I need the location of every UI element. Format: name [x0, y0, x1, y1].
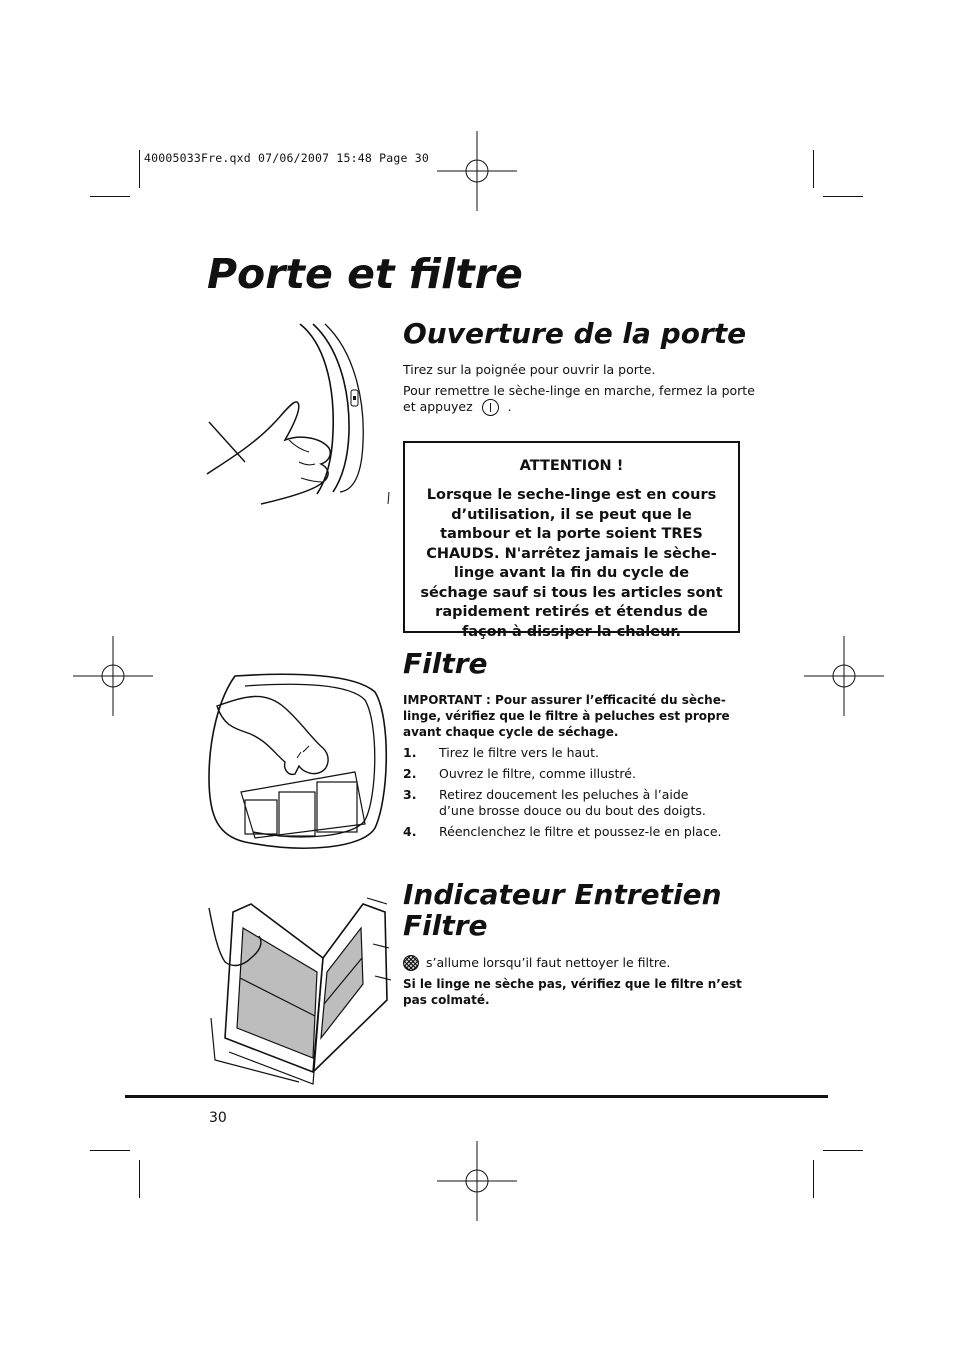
warning-body: Lorsque le seche-linge est en cours d’utilisation, il se peut que le tambour et la porte soient TRES CHAUDS. N'arrêtez jamais le sèche-linge avant la fin du cycle de séchage sauf si tous les articles sont rapidement retirés et étendus de façon à dissiper la chaleur.: [420, 487, 723, 640]
list-item: 3. Retirez doucement les peluches à l’aide d’une brosse douce ou du bout des doigts.: [403, 787, 706, 818]
page-number: 30: [209, 1110, 227, 1126]
print-slug: 40005033Fre.qxd 07/06/2007 15:48 Page 30: [144, 151, 429, 165]
registration-mark-bottom: [437, 1141, 517, 1221]
door-restart-text-after: .: [507, 399, 512, 415]
section-heading-filter: Filtre: [403, 647, 488, 680]
crop-mark: [823, 196, 863, 197]
crop-mark: [139, 150, 140, 188]
door-restart-text-before: et appuyez: [403, 399, 473, 415]
indicator-text: s’allume lorsqu’il faut nettoyer le filtre.: [426, 955, 671, 970]
list-item: 1. Tirez le filtre vers le haut.: [403, 745, 599, 760]
warning-title: ATTENTION !: [519, 458, 624, 474]
crop-mark: [90, 196, 130, 197]
warning-box: [403, 441, 740, 640]
registration-mark-right: [804, 636, 884, 716]
crop-mark: [813, 150, 814, 188]
door-opening-illustration: [205, 322, 395, 507]
page-title: Porte et filtre: [207, 250, 523, 298]
section-heading-indicator: Indicateur Entretien Filtre: [403, 878, 722, 943]
crop-mark: [139, 1160, 140, 1198]
power-button-icon: [482, 399, 499, 416]
list-item: 2. Ouvrez le filtre, comme illustré.: [403, 766, 636, 781]
registration-mark-top: [437, 131, 517, 211]
footer-rule: [125, 1095, 828, 1098]
list-item: 4. Réenclenchez le filtre et poussez-le en place.: [403, 824, 722, 839]
door-restart-text-line2: [403, 399, 512, 416]
filter-steps-list: [403, 745, 748, 845]
open-filter-illustration: [203, 888, 395, 1086]
crop-mark: [823, 1150, 863, 1151]
crop-mark: [90, 1150, 130, 1151]
door-restart-text-line1: Pour remettre le sèche-linge en marche, fermez la porte: [403, 383, 755, 398]
section-heading-door: Ouverture de la porte: [403, 317, 747, 350]
indicator-description-row: [403, 955, 670, 972]
indicator-warning-text: Si le linge ne sèche pas, vérifiez que le filtre n’est pas colmaté.: [403, 977, 742, 1007]
filter-important-text: IMPORTANT : Pour assurer l’efficacité du sèche-linge, vérifiez que le filtre à peluches est propre avant chaque cycle de séchage.: [403, 693, 730, 739]
registration-mark-left: [73, 636, 153, 716]
door-instruction-text: Tirez sur la poignée pour ouvrir la porte.: [403, 362, 656, 377]
filter-removal-illustration: [205, 668, 395, 858]
filter-indicator-icon: [403, 955, 419, 971]
crop-mark: [813, 1160, 814, 1198]
